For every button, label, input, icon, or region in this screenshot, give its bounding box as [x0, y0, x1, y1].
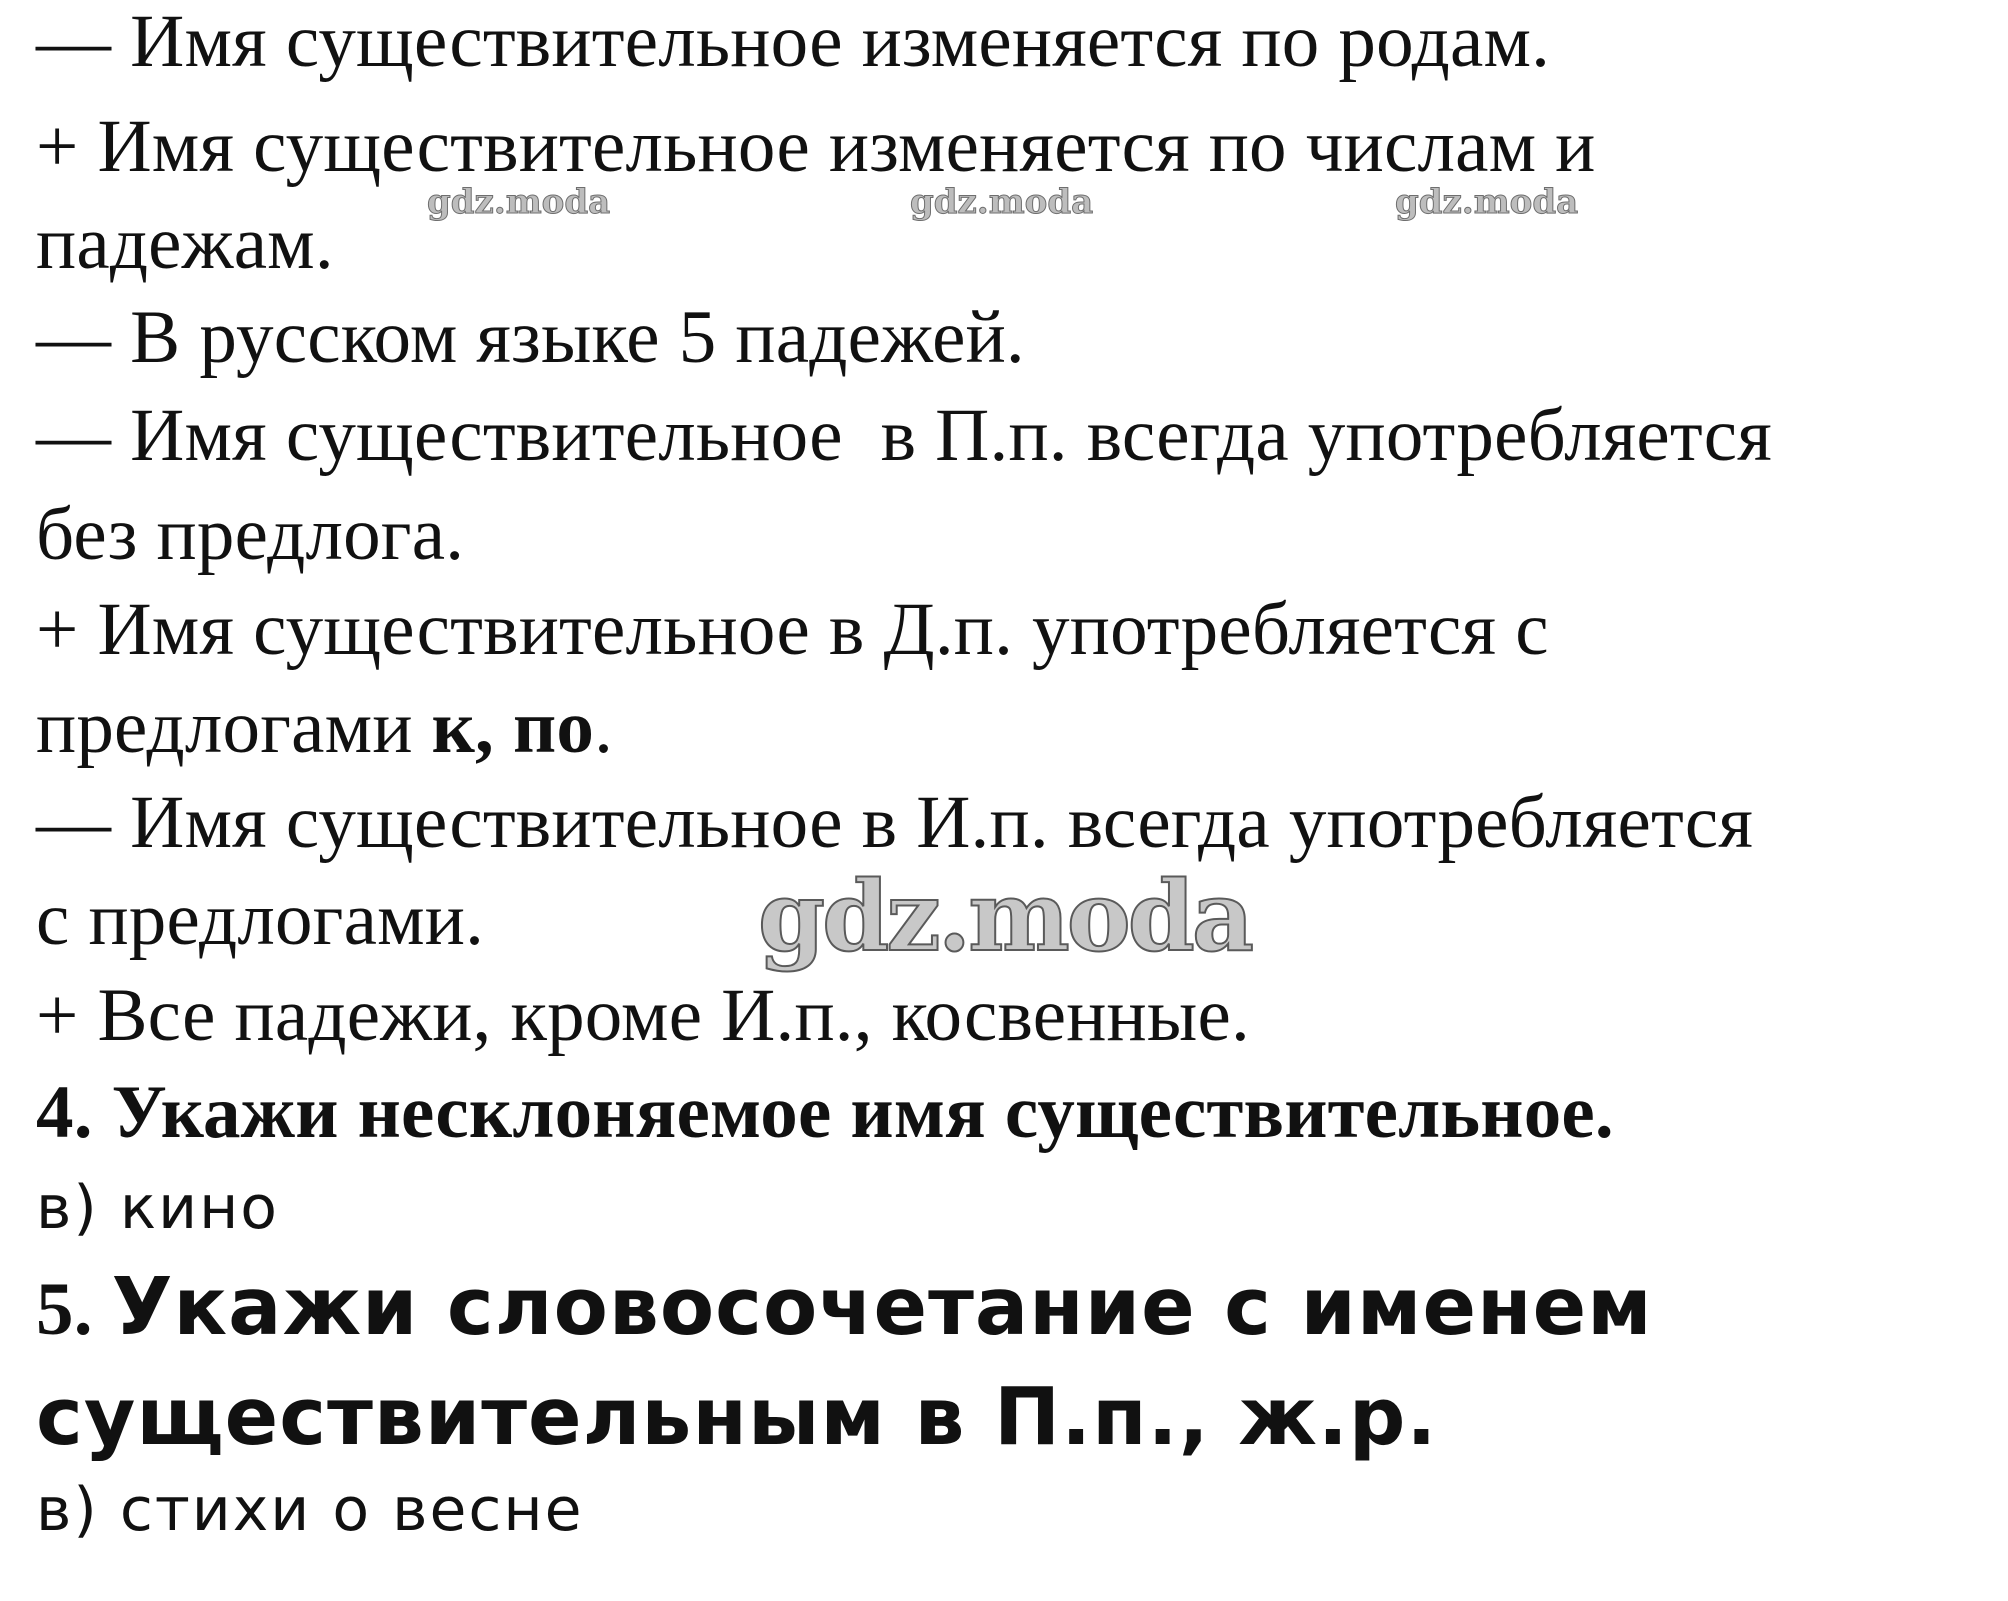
watermark-large: gdz.moda	[758, 860, 1252, 973]
question-5-answer: в) стихи о весне	[36, 1475, 584, 1545]
watermark: gdz.moda	[1395, 182, 1579, 222]
question-5-title-line-2: существительным в П.п., ж.р.	[36, 1371, 1438, 1463]
statement-5-prefix: предлогами	[36, 686, 432, 769]
statement-3: — В русском языке 5 падежей.	[36, 296, 1025, 379]
statement-6-line-1: — Имя существительное в И.п. всегда употребляется	[36, 781, 1754, 864]
statement-5-suffix: .	[594, 686, 614, 769]
statement-6-line-2: с предлогами.	[36, 878, 485, 961]
watermark: gdz.moda	[910, 182, 1094, 222]
prepositions-bold: к, по	[431, 686, 595, 769]
statement-2-line-2: падежам.	[36, 202, 334, 285]
question-5-number: 5.	[36, 1268, 112, 1351]
question-4-title: 4. Укажи несклоняемое имя существительное.	[36, 1071, 1614, 1154]
question-4-answer: в) кино	[36, 1173, 280, 1243]
statement-4-line-1: — Имя существительное в П.п. всегда употребляется	[36, 394, 1772, 477]
statement-5-line-1: + Имя существительное в Д.п. употребляется с	[36, 588, 1549, 671]
statement-5-line-2	[36, 686, 614, 769]
statement-1: — Имя существительное изменяется по родам.	[36, 0, 1551, 83]
watermark: gdz.moda	[427, 182, 611, 222]
statement-4-line-2: без предлога.	[36, 493, 465, 576]
statement-2-line-1: + Имя существительное изменяется по числам и	[36, 105, 1596, 188]
statement-7: + Все падежи, кроме И.п., косвенные.	[36, 974, 1250, 1057]
question-5-title-text: Укажи словосочетание с именем	[111, 1261, 1653, 1353]
question-5-title-line-1	[36, 1261, 1653, 1353]
